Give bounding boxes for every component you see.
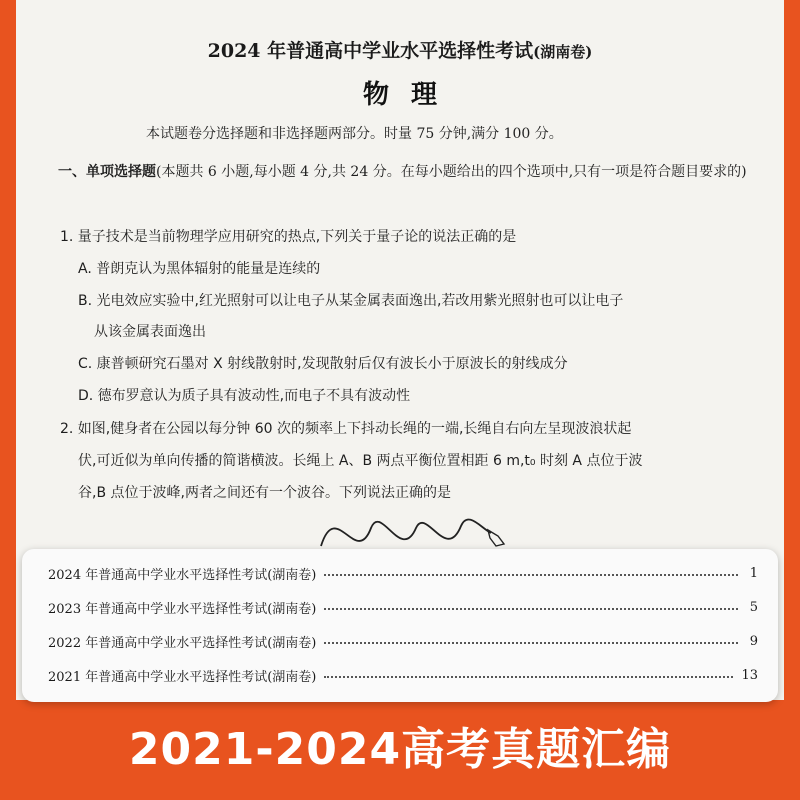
exam-intro: 本试题卷分选择题和非选择题两部分。时量 75 分钟,满分 100 分。 — [146, 126, 563, 142]
exam-subject: 物理 — [362, 80, 459, 110]
question-1-stem: 1. 量子技术是当前物理学应用研究的热点,下列关于量子论的说法正确的是 — [60, 229, 517, 245]
contents-row[interactable] — [48, 665, 758, 685]
exam-title-text: 2024 年普通高中学业水平选择性考试 — [207, 40, 534, 62]
contents-row[interactable] — [48, 631, 758, 651]
leader-dots — [324, 642, 738, 644]
question-1-option-a: A. 普朗克认为黑体辐射的能量是连续的 — [78, 261, 321, 277]
contents-row-title: 2024 年普通高中学业水平选择性考试(湖南卷) — [48, 567, 317, 583]
section-heading-label: 一、单项选择题 — [58, 164, 156, 180]
contents-row-title: 2021 年普通高中学业水平选择性考试(湖南卷) — [48, 669, 317, 685]
question-2-line-2: 伏,可近似为单向传播的简谐横波。长绳上 A、B 两点平衡位置相距 6 m,t₀ 时刻 A 点位于波 — [78, 453, 643, 469]
leader-dots — [324, 574, 738, 576]
exam-region: (湖南卷) — [533, 43, 593, 61]
promo-banner-title: 2021-2024高考真题汇编 — [128, 724, 672, 775]
section-heading — [58, 158, 764, 187]
contents-row[interactable] — [48, 563, 758, 583]
question-1-option-d: D. 德布罗意认为质子具有波动性,而电子不具有波动性 — [78, 388, 411, 404]
question-2-line-1: 2. 如图,健身者在公园以每分钟 60 次的频率上下抖动长绳的一端,长绳自右向左呈现波浪状起 — [60, 421, 632, 437]
wave-curve — [321, 520, 491, 546]
section-description: (本题共 6 小题,每小题 4 分,共 24 分。在每小题给出的四个选项中,只有一项是符合题目要求的) — [156, 164, 747, 180]
contents-row-title: 2023 年普通高中学业水平选择性考试(湖南卷) — [48, 601, 317, 617]
question-1-option-b-cont: 从该金属表面逸出 — [94, 324, 206, 340]
contents-row-title: 2022 年普通高中学业水平选择性考试(湖南卷) — [48, 635, 317, 651]
question-1-option-b: B. 光电效应实验中,红光照射可以让电子从某金属表面逸出,若改用紫光照射也可以让电子 — [78, 293, 624, 309]
contents-row-page: 13 — [741, 667, 758, 683]
leader-dots — [324, 676, 733, 678]
contents-row-page: 9 — [749, 633, 758, 649]
leader-dots — [324, 608, 738, 610]
question-2-line-3: 谷,B 点位于波峰,两者之间还有一个波谷。下列说法正确的是 — [78, 485, 451, 501]
contents-row-page: 5 — [749, 599, 758, 615]
exam-title — [16, 36, 784, 63]
question-1-option-c: C. 康普顿研究石墨对 X 射线散射时,发现散射后仅有波长小于原波长的射线成分 — [78, 356, 568, 372]
contents-card — [22, 549, 778, 702]
contents-row-page: 1 — [749, 565, 758, 581]
contents-row[interactable] — [48, 597, 758, 617]
